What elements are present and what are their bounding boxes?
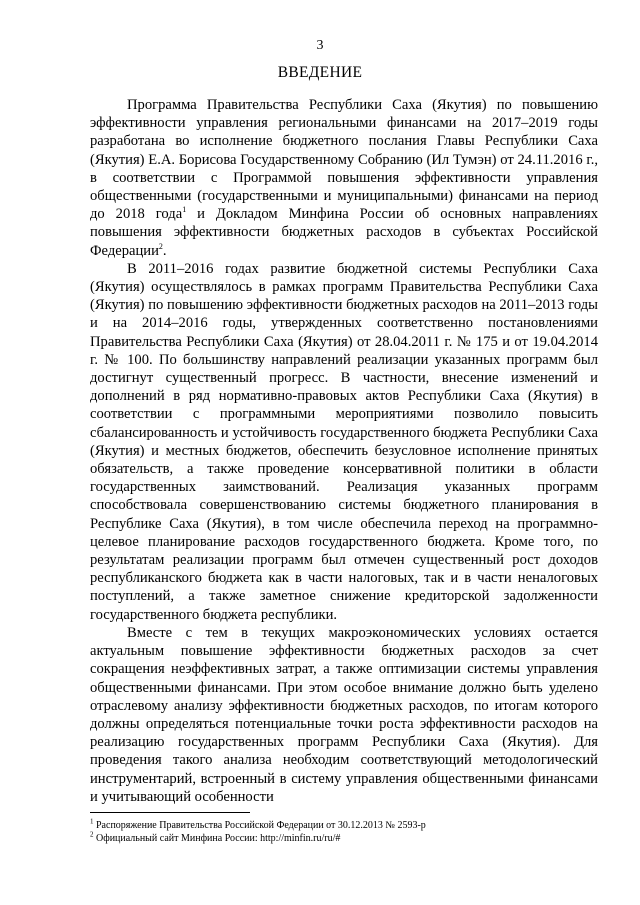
- paragraph-current: Вместе с тем в текущих макроэкономических условиях остается актуальным повышение эффективности бюджетных расходов за счет сокращения неэффективных затрат, а также оптимизации системы управления общественными финансами. При этом особое внимание должно быть уделено отраслевому анализу эффективности бюджетных расходов, по итогам которого должны определяться потенциальные точки роста эффективности расходов на реализацию государственных программ Республики Саха (Якутия). Для проведения такого анализа необходим соответствующий методологический инструментарий, встроенный в систему управления общественными финансами и учитывающий особенности: [90, 624, 598, 805]
- footnote-1-mark: 1: [90, 817, 94, 826]
- paragraph-intro-part-1: Программа Правительства Республики Саха (Якутия) по повышению эффективности управления региональными финансами на 2017–2019 годы разработана во исполнение бюджетного послания Главы Республики Саха (Якутия) Е.А. Борисова Государственному Собранию (Ил Тумэн) от 24.11.2016 г., в соответствии с Программой повышения эффективности управления общественными (государственными и муниципальными) финансами на период до 2018 года: [90, 97, 598, 223]
- footnote-2-text: Официальный сайт Минфина России: http://minfin.ru/ru/#: [96, 833, 341, 844]
- footnote-2-mark: 2: [90, 830, 94, 839]
- section-heading: ВВЕДЕНИЕ: [277, 64, 363, 81]
- body-text: [90, 96, 598, 806]
- footnote-ref-2: 2: [158, 241, 163, 251]
- paragraph-history: В 2011–2016 годах развитие бюджетной системы Республики Саха (Якутия) осуществлялось в рамках программ Правительства Республики Саха (Якутия) по повышению эффективности бюджетных расходов на 2011–2013 годы и на 2014–2016 годы, утвержденных соответственно постановлениями Правительства Республики Саха (Якутия) от 28.04.2011 г. № 175 и от 19.04.2014 г. № 100. По большинству направлений реализации указанных программ был достигнут существенный прогресс. В частности, внесение изменений и дополнений в ряд нормативно-правовых актов Республики Саха (Якутия) в соответствии с программными мероприятиями позволило повысить сбалансированность и устойчивость государственного бюджета Республики Саха (Якутия) и местных бюджетов, обеспечить безусловное исполнение принятых обязательств, а также проведение консервативной политики в области государственных заимствований. Реализация указанных программ способствовала совершенствованию системы бюджетного планирования в Республике Саха (Якутия), в том числе обеспечила переход на программно-целевое планирование расходов государственного бюджета. Кроме того, по результатам реализации программ был отмечен существенный рост доходов республиканского бюджета как в части налоговых, так и в части неналоговых поступлений, а также заметное снижение кредиторской задолженности государственного бюджета республики.: [90, 260, 598, 623]
- footnote-divider: [90, 812, 250, 813]
- footnote-1: [90, 819, 598, 832]
- footnote-1-text: Распоряжение Правительства Российской Федерации от 30.12.2013 № 2593-р: [96, 820, 426, 831]
- paragraph-intro-part-2: и Докладом Минфина России об основных направлениях повышения эффективности бюджетных расходов в субъектах Российской Федерации: [90, 206, 598, 259]
- paragraph-intro: [90, 96, 598, 260]
- footnotes: [90, 819, 598, 845]
- footnote-2: [90, 832, 598, 845]
- paragraph-intro-part-3: .: [162, 242, 167, 259]
- footnote-ref-1: 1: [182, 205, 187, 215]
- page-number: 3: [316, 38, 324, 53]
